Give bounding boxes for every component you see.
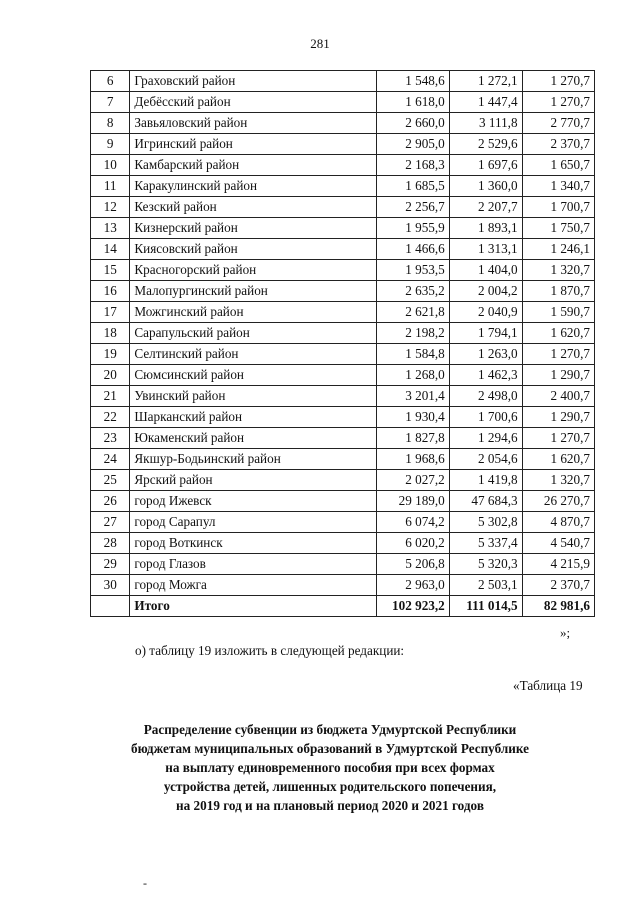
row-number-cell: 27 xyxy=(91,512,130,533)
value-2021-cell: 1 650,7 xyxy=(522,155,594,176)
table-row xyxy=(91,491,595,512)
district-name-cell: Кизнерский район xyxy=(130,218,376,239)
value-2021-cell: 2 370,7 xyxy=(522,575,594,596)
value-2019-cell: 6 020,2 xyxy=(376,533,449,554)
row-number-cell: 20 xyxy=(91,365,130,386)
table-row xyxy=(91,365,595,386)
table-row xyxy=(91,176,595,197)
row-number-cell: 29 xyxy=(91,554,130,575)
value-2020-cell: 1 294,6 xyxy=(449,428,522,449)
row-number-cell: 26 xyxy=(91,491,130,512)
value-2019-cell: 1 953,5 xyxy=(376,260,449,281)
value-2019-cell: 1 618,0 xyxy=(376,92,449,113)
value-2020-cell: 1 419,8 xyxy=(449,470,522,491)
value-2021-cell: 1 620,7 xyxy=(522,323,594,344)
value-2021-cell: 4 215,9 xyxy=(522,554,594,575)
district-name-cell: Киясовский район xyxy=(130,239,376,260)
table-row xyxy=(91,71,595,92)
value-2019-cell: 2 198,2 xyxy=(376,323,449,344)
value-2019-cell: 1 685,5 xyxy=(376,176,449,197)
value-2020-cell: 2 498,0 xyxy=(449,386,522,407)
district-name-cell: Увинский район xyxy=(130,386,376,407)
table-row xyxy=(91,512,595,533)
row-number-cell: 30 xyxy=(91,575,130,596)
value-2021-cell: 1 620,7 xyxy=(522,449,594,470)
value-2021-cell: 1 270,7 xyxy=(522,92,594,113)
row-number-cell: 24 xyxy=(91,449,130,470)
value-2020-cell: 1 697,6 xyxy=(449,155,522,176)
table-row xyxy=(91,302,595,323)
table-row xyxy=(91,197,595,218)
value-2021-cell: 1 320,7 xyxy=(522,260,594,281)
table-total-row xyxy=(91,596,595,617)
value-2020-cell: 1 462,3 xyxy=(449,365,522,386)
district-name-cell: Игринский район xyxy=(130,134,376,155)
district-name-cell: Якшур-Бодьинский район xyxy=(130,449,376,470)
table-row xyxy=(91,554,595,575)
table-row xyxy=(91,533,595,554)
value-2019-cell: 2 905,0 xyxy=(376,134,449,155)
closing-quote: »; xyxy=(560,625,571,640)
value-2021-cell: 82 981,6 xyxy=(522,596,594,617)
value-2019-cell: 6 074,2 xyxy=(376,512,449,533)
row-number-cell: 22 xyxy=(91,407,130,428)
stray-mark: - xyxy=(143,876,147,890)
row-number-cell: 25 xyxy=(91,470,130,491)
district-name-cell: Граховский район xyxy=(130,71,376,92)
row-number-cell: 16 xyxy=(91,281,130,302)
value-2020-cell: 1 893,1 xyxy=(449,218,522,239)
value-2021-cell: 1 340,7 xyxy=(522,176,594,197)
row-number-cell: 23 xyxy=(91,428,130,449)
value-2019-cell: 1 968,6 xyxy=(376,449,449,470)
table-row xyxy=(91,281,595,302)
table-row xyxy=(91,575,595,596)
value-2019-cell: 5 206,8 xyxy=(376,554,449,575)
heading-line: устройства детей, лишенных родительского попечения, xyxy=(163,779,497,794)
table-row xyxy=(91,113,595,134)
row-number-cell xyxy=(91,596,130,617)
value-2021-cell: 4 870,7 xyxy=(522,512,594,533)
value-2020-cell: 2 529,6 xyxy=(449,134,522,155)
row-number-cell: 8 xyxy=(91,113,130,134)
heading-line: бюджетам муниципальных образований в Удмуртской Республике xyxy=(131,741,529,756)
value-2019-cell: 1 827,8 xyxy=(376,428,449,449)
value-2020-cell: 1 272,1 xyxy=(449,71,522,92)
value-2019-cell: 2 168,3 xyxy=(376,155,449,176)
value-2019-cell: 1 955,9 xyxy=(376,218,449,239)
table-row xyxy=(91,155,595,176)
value-2019-cell: 1 268,0 xyxy=(376,365,449,386)
district-name-cell: город Сарапул xyxy=(130,512,376,533)
table-row xyxy=(91,407,595,428)
value-2019-cell: 2 660,0 xyxy=(376,113,449,134)
value-2020-cell: 2 040,9 xyxy=(449,302,522,323)
value-2021-cell: 1 290,7 xyxy=(522,407,594,428)
district-name-cell: Ярский район xyxy=(130,470,376,491)
table-row xyxy=(91,386,595,407)
value-2019-cell: 2 256,7 xyxy=(376,197,449,218)
value-2020-cell: 5 337,4 xyxy=(449,533,522,554)
district-name-cell: Каракулинский район xyxy=(130,176,376,197)
row-number-cell: 7 xyxy=(91,92,130,113)
value-2019-cell: 1 584,8 xyxy=(376,344,449,365)
page-number: 281 xyxy=(310,36,330,51)
value-2021-cell: 2 770,7 xyxy=(522,113,594,134)
table-row xyxy=(91,239,595,260)
district-name-cell: Кезский район xyxy=(130,197,376,218)
district-name-cell: город Ижевск xyxy=(130,491,376,512)
value-2019-cell: 2 027,2 xyxy=(376,470,449,491)
value-2021-cell: 26 270,7 xyxy=(522,491,594,512)
subvention-table xyxy=(90,70,595,617)
value-2021-cell: 1 270,7 xyxy=(522,428,594,449)
value-2021-cell: 1 290,7 xyxy=(522,365,594,386)
value-2020-cell: 1 404,0 xyxy=(449,260,522,281)
heading-line: на выплату единовременного пособия при всех формах xyxy=(165,760,495,775)
value-2020-cell: 1 447,4 xyxy=(449,92,522,113)
district-name-cell: Сарапульский район xyxy=(130,323,376,344)
table-row xyxy=(91,470,595,491)
value-2021-cell: 1 270,7 xyxy=(522,344,594,365)
value-2019-cell: 102 923,2 xyxy=(376,596,449,617)
table-row xyxy=(91,134,595,155)
row-number-cell: 28 xyxy=(91,533,130,554)
value-2021-cell: 2 400,7 xyxy=(522,386,594,407)
table-heading xyxy=(60,720,600,815)
value-2019-cell: 2 621,8 xyxy=(376,302,449,323)
value-2020-cell: 1 794,1 xyxy=(449,323,522,344)
value-2020-cell: 1 263,0 xyxy=(449,344,522,365)
value-2021-cell: 2 370,7 xyxy=(522,134,594,155)
value-2020-cell: 1 313,1 xyxy=(449,239,522,260)
value-2019-cell: 1 548,6 xyxy=(376,71,449,92)
value-2021-cell: 1 246,1 xyxy=(522,239,594,260)
value-2020-cell: 2 004,2 xyxy=(449,281,522,302)
district-name-cell: Дебёсский район xyxy=(130,92,376,113)
table-row xyxy=(91,260,595,281)
value-2019-cell: 1 930,4 xyxy=(376,407,449,428)
value-2020-cell: 2 207,7 xyxy=(449,197,522,218)
value-2019-cell: 1 466,6 xyxy=(376,239,449,260)
row-number-cell: 13 xyxy=(91,218,130,239)
row-number-cell: 18 xyxy=(91,323,130,344)
district-name-cell: Итого xyxy=(130,596,376,617)
row-number-cell: 12 xyxy=(91,197,130,218)
value-2021-cell: 1 270,7 xyxy=(522,71,594,92)
district-name-cell: Шарканский район xyxy=(130,407,376,428)
value-2021-cell: 1 750,7 xyxy=(522,218,594,239)
table-row xyxy=(91,218,595,239)
value-2019-cell: 2 635,2 xyxy=(376,281,449,302)
table-row xyxy=(91,92,595,113)
value-2021-cell: 1 590,7 xyxy=(522,302,594,323)
table-row xyxy=(91,428,595,449)
row-number-cell: 17 xyxy=(91,302,130,323)
value-2019-cell: 2 963,0 xyxy=(376,575,449,596)
value-2021-cell: 4 540,7 xyxy=(522,533,594,554)
district-name-cell: Селтинский район xyxy=(130,344,376,365)
table-row xyxy=(91,344,595,365)
table-row xyxy=(91,449,595,470)
value-2020-cell: 1 360,0 xyxy=(449,176,522,197)
row-number-cell: 15 xyxy=(91,260,130,281)
district-name-cell: Красногорский район xyxy=(130,260,376,281)
district-name-cell: Завьяловский район xyxy=(130,113,376,134)
district-name-cell: город Глазов xyxy=(130,554,376,575)
value-2020-cell: 5 302,8 xyxy=(449,512,522,533)
value-2021-cell: 1 870,7 xyxy=(522,281,594,302)
value-2021-cell: 1 320,7 xyxy=(522,470,594,491)
value-2020-cell: 5 320,3 xyxy=(449,554,522,575)
instruction-text: о) таблицу 19 изложить в следующей редакции: xyxy=(135,643,405,658)
table-row xyxy=(91,323,595,344)
row-number-cell: 6 xyxy=(91,71,130,92)
heading-line: на 2019 год и на плановый период 2020 и 2021 годов xyxy=(176,798,484,813)
table-body xyxy=(91,71,595,617)
value-2019-cell: 3 201,4 xyxy=(376,386,449,407)
row-number-cell: 21 xyxy=(91,386,130,407)
heading-line: Распределение субвенции из бюджета Удмуртской Республики xyxy=(143,722,517,737)
district-name-cell: город Воткинск xyxy=(130,533,376,554)
district-name-cell: Можгинский район xyxy=(130,302,376,323)
row-number-cell: 19 xyxy=(91,344,130,365)
row-number-cell: 11 xyxy=(91,176,130,197)
row-number-cell: 10 xyxy=(91,155,130,176)
district-name-cell: Юкаменский район xyxy=(130,428,376,449)
value-2020-cell: 1 700,6 xyxy=(449,407,522,428)
value-2020-cell: 2 503,1 xyxy=(449,575,522,596)
value-2020-cell: 3 111,8 xyxy=(449,113,522,134)
row-number-cell: 9 xyxy=(91,134,130,155)
value-2020-cell: 47 684,3 xyxy=(449,491,522,512)
district-name-cell: Сюмсинский район xyxy=(130,365,376,386)
row-number-cell: 14 xyxy=(91,239,130,260)
value-2020-cell: 2 054,6 xyxy=(449,449,522,470)
value-2020-cell: 111 014,5 xyxy=(449,596,522,617)
district-name-cell: Камбарский район xyxy=(130,155,376,176)
value-2019-cell: 29 189,0 xyxy=(376,491,449,512)
value-2021-cell: 1 700,7 xyxy=(522,197,594,218)
district-name-cell: Малопургинский район xyxy=(130,281,376,302)
table-label: «Таблица 19 xyxy=(513,678,583,693)
district-name-cell: город Можга xyxy=(130,575,376,596)
